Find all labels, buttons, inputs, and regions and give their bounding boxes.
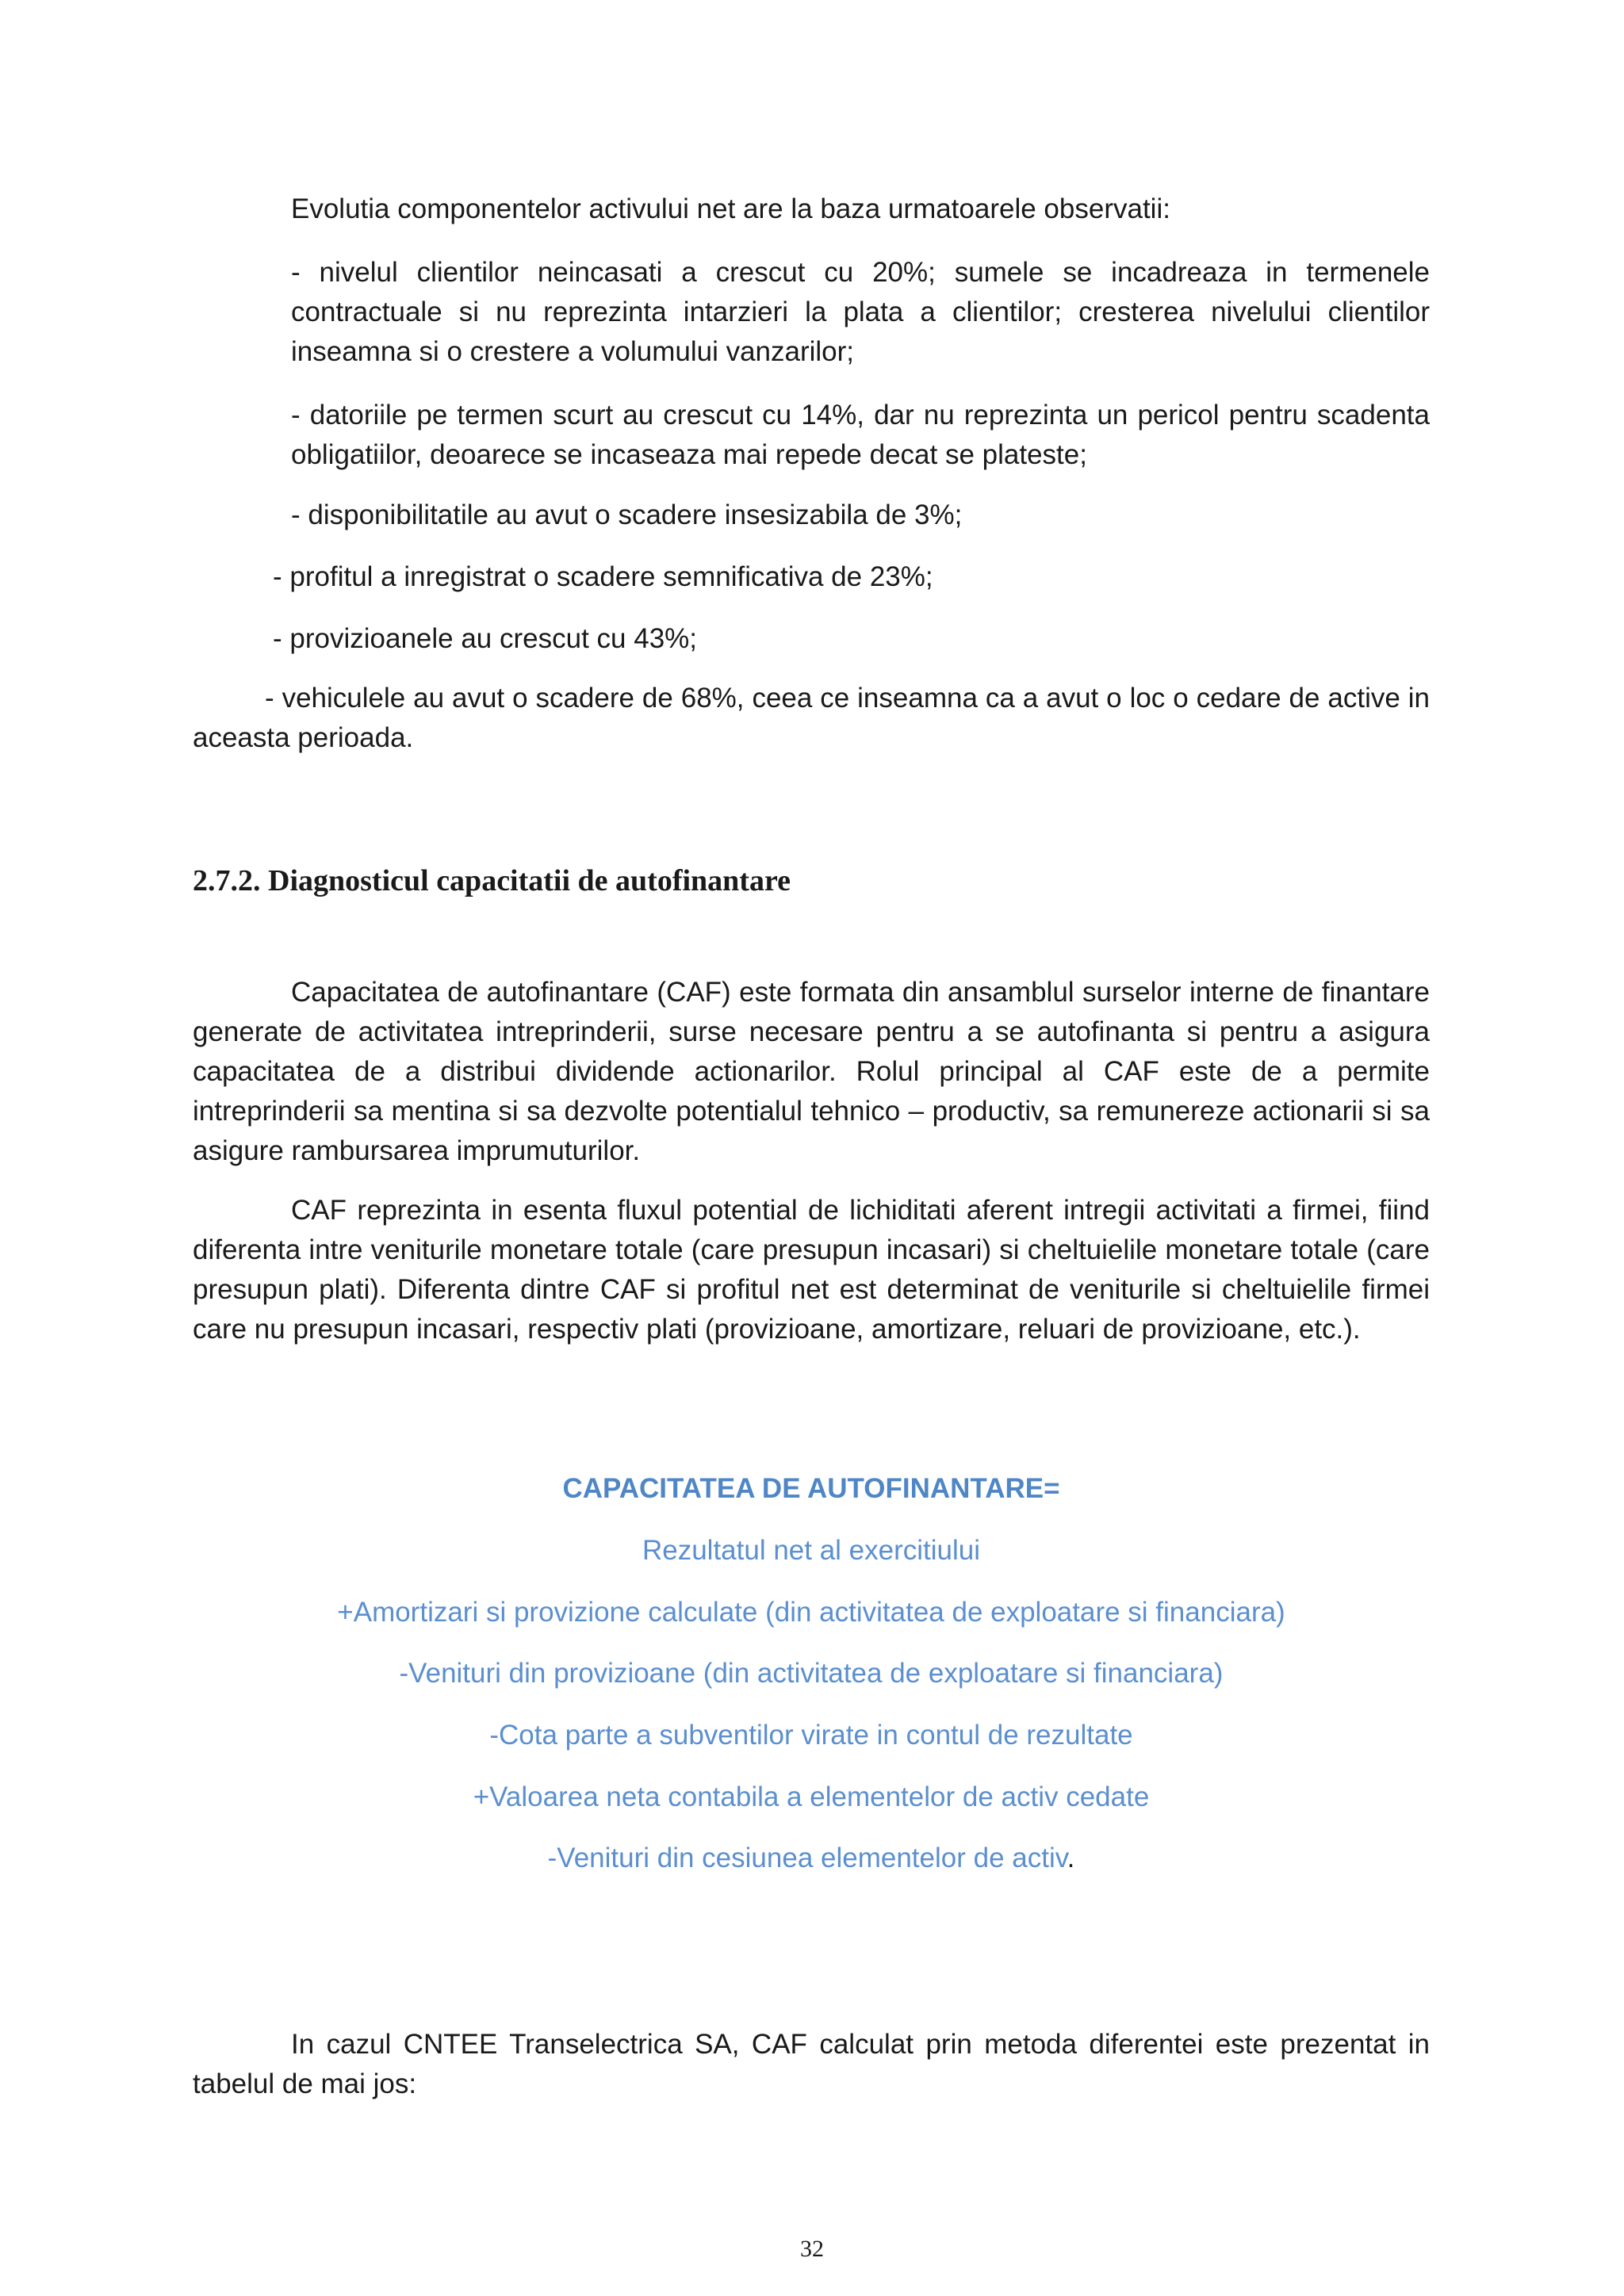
formula-line-6-text: -Venituri din cesiunea elementelor de activ: [547, 1843, 1067, 1873]
observation-clienti: - nivelul clientilor neincasati a crescut cu 20%; sumele se incadreaza in termenele contractuale si nu reprezinta intarzieri la plata a clientilor; cresterea nivelului clientilor inseamna si o crestere a volumului vanzarilor;: [291, 257, 1430, 367]
observation-disponibilitati: - disponibilitatile au avut o scadere insesizabila de 3%;: [291, 499, 963, 530]
formula-line-5: +Valoarea neta contabila a elementelor de activ cedate: [473, 1781, 1150, 1812]
formula-line-6: [193, 1839, 1430, 1877]
intro-text: Evolutia componentelor activului net are la baza urmatoarele observatii:: [291, 193, 1170, 224]
formula-line-3: -Venituri din provizioane (din activitatea de exploatare si financiara): [399, 1658, 1224, 1689]
observation-vehicule: - vehiculele au avut o scadere de 68%, ceea ce inseamna ca a avut o loc o cedare de active in aceasta perioada.: [193, 683, 1430, 753]
formula-line-4: -Cota parte a subventilor virate in contul de rezultate: [489, 1720, 1133, 1751]
formula-line-1: Rezultatul net al exercitiului: [642, 1535, 981, 1566]
section-heading: 2.7.2. Diagnosticul capacitatii de autofinantare: [193, 864, 791, 897]
formula-line-6-period: .: [1067, 1843, 1075, 1873]
paragraph-caf-flux: CAF reprezinta in esenta fluxul potential de lichiditati aferent intregii activitati a firmei, fiind diferenta intre veniturile monetare totale (care presupun incasari) si cheltuielile monetare totale (care presupun plati). Diferenta dintre CAF si profitul net est determinat de veniturile si cheltuielile firmei care nu presupun incasari, respectiv plati (provizioane, amortizare, reluari de provizioane, etc.).: [193, 1195, 1430, 1345]
paragraph-caf-definition: Capacitatea de autofinantare (CAF) este formata din ansamblul surselor interne de finantare generate de activitatea intreprinderii, surse necesare pentru a se autofinanta si pentru a asigura capacitatea de a distribui dividende actionarilor. Rolul principal al CAF este de a permite intreprinderii sa mentina si sa dezvolte potentialul tehnico – productiv, sa remunereze actionarii si sa asigure rambursarea imprumuturilor.: [193, 977, 1430, 1166]
formula-line-2: +Amortizari si provizione calculate (din activitatea de exploatare si financiara): [337, 1597, 1285, 1628]
observation-datorii: - datoriile pe termen scurt au crescut cu 14%, dar nu reprezinta un pericol pentru scadenta obligatiilor, deoarece se incaseaza mai repede decat se plateste;: [291, 400, 1430, 470]
observation-provizioane: - provizioanele au crescut cu 43%;: [273, 623, 697, 654]
page-number: 32: [800, 2236, 824, 2262]
paragraph-transelectrica: In cazul CNTEE Transelectrica SA, CAF calculat prin metoda diferentei este prezentat in tabelul de mai jos:: [193, 2029, 1430, 2099]
observation-profit: - profitul a inregistrat o scadere semnificativa de 23%;: [273, 561, 933, 592]
formula-title: CAPACITATEA DE AUTOFINANTARE=: [562, 1473, 1060, 1504]
